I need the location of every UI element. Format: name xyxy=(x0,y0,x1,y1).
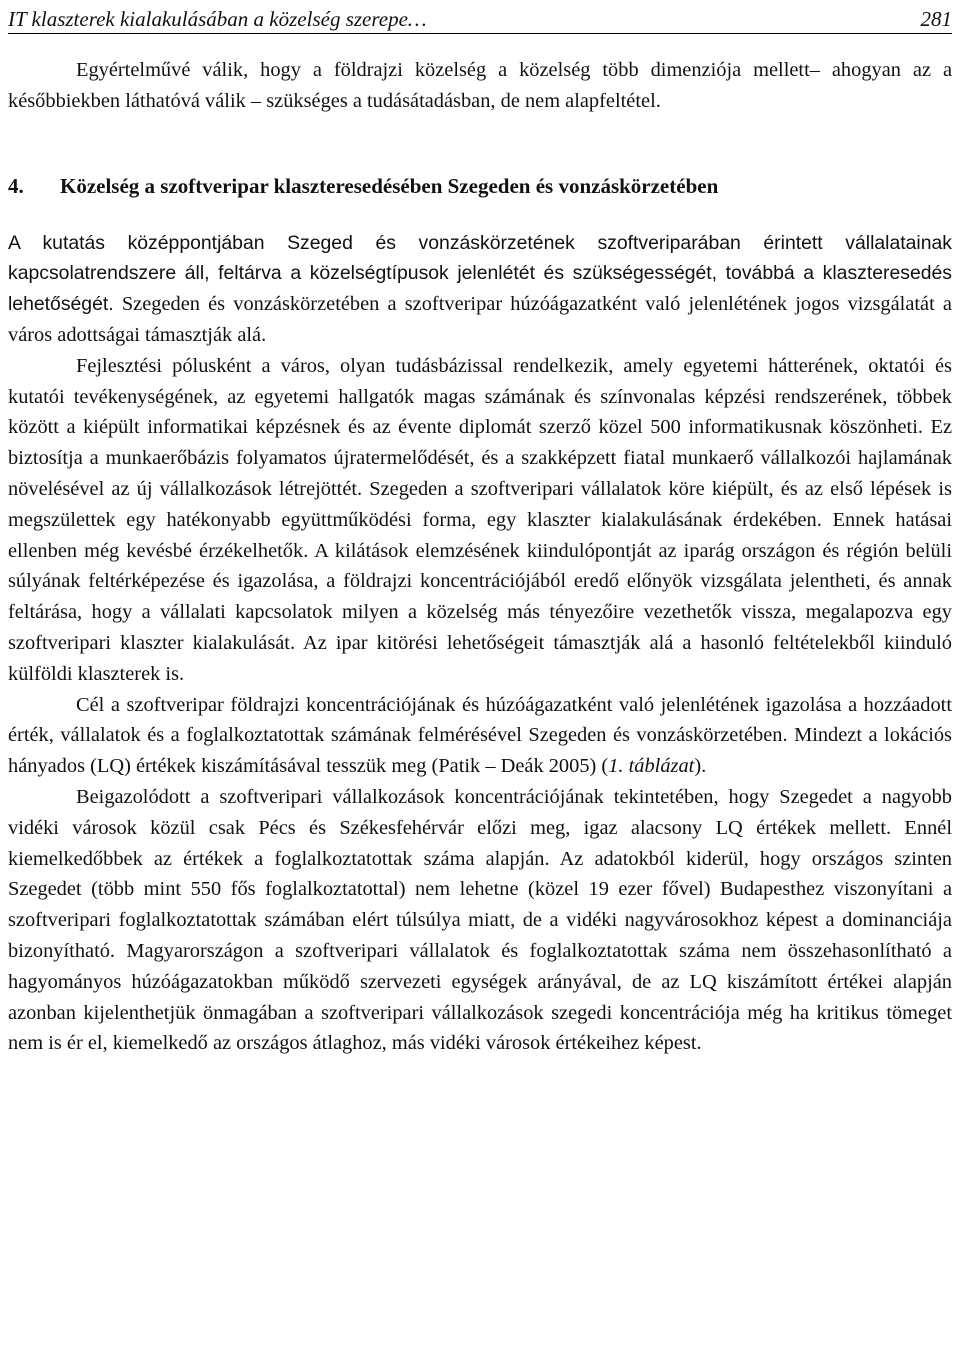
table-reference: 1. táblázat xyxy=(608,755,695,778)
paragraph-2: Fejlesztési pólusként a város, olyan tudásbázissal rendelkezik, amely egyetemi hátterének, oktatói és kutatói tevékenységének, az egyetemi hallgatók magas számának és színvonalas képzési rendszerének, többek között a kiépült informatikai képzésnek és az évente diplomát szerző közel 500 informatikusnak köszönheti. Ez biztosítja a munkaerőbázis folyamatos újratermelődését, és a szakképzett fiatal munkaerő vállalkozói hajlamának növelésével az új vállalkozások létrejöttét. Szegeden a szoftveripari vállalatok köre kiépült, és az első lépések is megszülettek egy hatékonyabb együttműködési forma, egy klaszter kialakulásának érdekében. Ennek hatásai ellenben még kevésbé érzékelhetők. A kilátások elemzésének kiindulópontját az iparág országon és régión belüli súlyának feltérképezése és igazolása, a földrajzi koncentrációjából eredő előnyök vizsgálata jelentheti, és annak feltárása, hogy a vállalati kapcsolatok milyen a közelség más tényezőire vezethetők vissza, megalapozva egy szoftveripari klaszter kialakulását. Az ipar kitörési lehetőségeit támasztják alá a hasonló feltételekből kiinduló külföldi klaszterek is. xyxy=(8,354,952,685)
running-title: IT klaszterek kialakulásában a közelség szerepe… xyxy=(8,7,427,31)
paragraph-1 xyxy=(8,228,952,351)
section-title: Közelség a szoftveripar klaszteresedésében Szegeden és vonzáskörzetében xyxy=(60,173,719,198)
paragraph-3-text: Cél a szoftveripar földrajzi koncentrációjának és húzóágazatként való jelenlétének igazolása a hozzáadott érték, vállalatok és a foglalkoztatottak számának felmérésével Szegeden és vonzáskörzetében. Mindezt a lokációs hányados (LQ) értékek kiszámításával tesszük meg (Patik – Deák 2005) ( xyxy=(8,693,952,778)
running-header xyxy=(8,0,952,34)
paragraph-3-end: ). xyxy=(694,755,707,778)
section-heading xyxy=(8,171,952,201)
body-text xyxy=(8,55,952,1059)
intro-paragraph: Egyértelművé válik, hogy a földrajzi közelség a közelség több dimenziója mellett– ahogyan az a későbbiekben láthatóvá válik – szükséges a tudásátadásban, de nem alapfeltétel. xyxy=(8,59,952,112)
page-number: 281 xyxy=(920,7,952,31)
paragraph-1-part-a: A kutatás középpontjában Szeged és vonzáskörzetének szoftveriparában érintett vállalatainak kapcsolatrendszere áll, feltárva a közelségtípusok jelenlétét és szükségességét, továbbá a klaszteresedés lehetőségét. xyxy=(8,231,952,316)
paragraph-1-part-b: Szegeden és vonzáskörzetében a szoftveripar húzóágazatként való jelenlétének jogos vizsgálatát a város adottságai támasztják alá. xyxy=(8,293,952,346)
paragraph-3 xyxy=(8,690,952,782)
paragraph-4: Beigazolódott a szoftveripari vállalkozások koncentrációjának tekintetében, hogy Szegedet a nagyobb vidéki városok közül csak Pécs és Székesfehérvár előzi meg, igaz alacsony LQ értékek mellett. Ennél kiemelkedőbbek az értékek a foglalkoztatottak száma alapján. Az adatokból kiderül, hogy országos szinten Szegedet (több mint 550 fős foglalkoztatottal) nem lehetne (közel 19 ezer fővel) Budapesthez viszonyítani a szoftveripari foglalkoztatottak számában elért túlsúlya miatt, de a vidéki nagyvárosokhoz képest a dominanciája bizonyítható. Magyarországon a szoftveripari vállalatok és foglalkoztatottak száma nem összehasonlítható a hagyományos húzóágazatokban működő szervezeti egységek arányával, de az LQ kiszámított értékei alapján azonban kijelenthetjük önmagában a szoftveripari vállalkozások szegedi koncentrációja még ha kritikus tömeget nem is ér el, kiemelkedő az országos átlaghoz, más vidéki városok értékeihez képest. xyxy=(8,785,952,1055)
section-number: 4. xyxy=(8,173,24,198)
